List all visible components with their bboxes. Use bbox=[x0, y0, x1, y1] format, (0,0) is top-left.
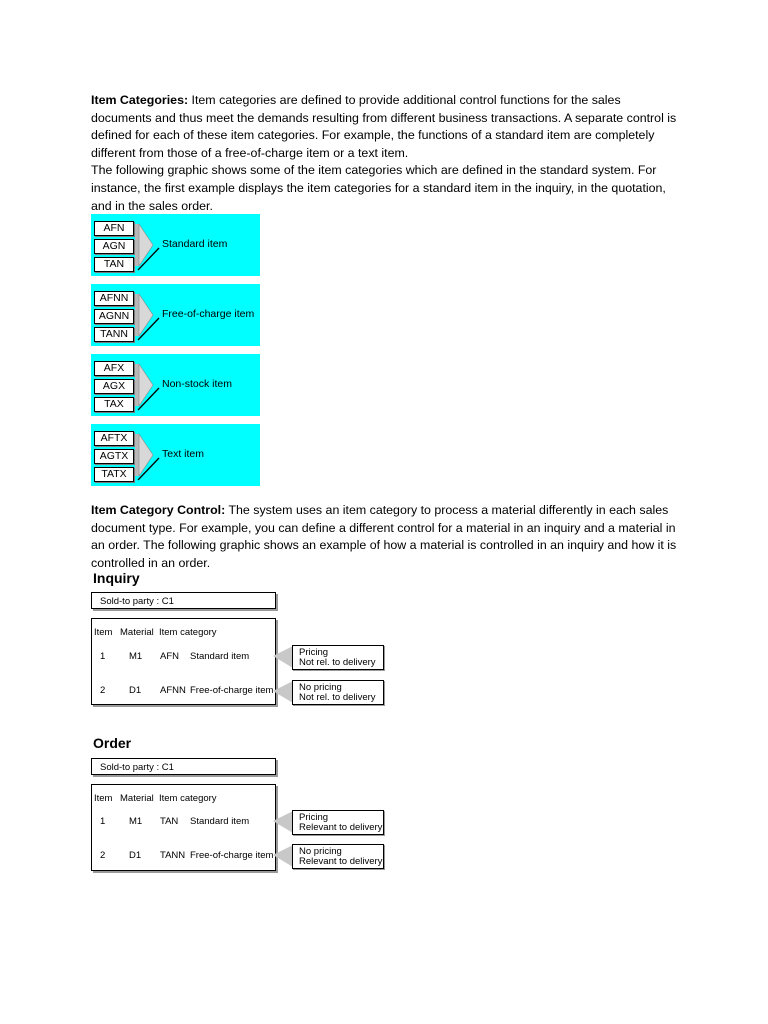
table-row-item: 2 bbox=[100, 850, 106, 861]
code-box: TANN bbox=[94, 327, 134, 342]
order-sold-to-party: Sold-to party : C1 bbox=[91, 758, 276, 775]
control-lead: Item Category Control: bbox=[91, 503, 226, 517]
header-item-category: Item category bbox=[159, 627, 217, 638]
category-panel-text bbox=[91, 424, 260, 486]
category-label: Non-stock item bbox=[162, 378, 233, 390]
code-box: AFX bbox=[94, 361, 134, 376]
table-row-item: 2 bbox=[100, 685, 106, 696]
table-row-desc: Free-of-charge item bbox=[190, 685, 274, 696]
bracket-arrow-icon bbox=[135, 218, 165, 272]
intro-paragraph bbox=[91, 92, 683, 215]
header-item-category: Item category bbox=[159, 793, 217, 804]
control-paragraph bbox=[91, 502, 683, 572]
table-row-desc: Standard item bbox=[190, 816, 250, 827]
bracket-arrow-icon bbox=[135, 428, 165, 482]
code-box: AGTX bbox=[94, 449, 134, 464]
bracket-arrow-icon bbox=[135, 358, 165, 412]
table-row-item: 1 bbox=[100, 651, 106, 662]
code-box: TAX bbox=[94, 397, 134, 412]
table-row-code: AFNN bbox=[160, 685, 186, 696]
category-label: Standard item bbox=[162, 238, 228, 250]
order-items-table bbox=[91, 784, 276, 871]
table-row-code: TANN bbox=[160, 850, 186, 861]
note-line: Not rel. to delivery bbox=[299, 692, 376, 703]
note-line: No pricing bbox=[299, 846, 342, 857]
order-title: Order bbox=[93, 735, 132, 751]
inquiry-note-1 bbox=[292, 645, 384, 670]
inquiry-sold-to-party: Sold-to party : C1 bbox=[91, 592, 276, 609]
order-note-1 bbox=[292, 810, 384, 835]
table-row-code: TAN bbox=[160, 816, 179, 827]
bracket-arrow-icon bbox=[135, 288, 165, 342]
inquiry-items-table bbox=[91, 618, 276, 705]
table-row-material: M1 bbox=[129, 651, 143, 662]
category-panel-free-of-charge bbox=[91, 284, 260, 346]
table-row-code: AFN bbox=[160, 651, 179, 662]
inquiry-note-2 bbox=[292, 680, 384, 705]
intro-text-1: Item categories are defined to provide additional control functions for the sales documents and thus meet the demands resulting from different business transactions. A separate control is defined for each of these item categories. For example, the functions of a standard item are completely different from those of a free-of-charge item or a text item. bbox=[91, 93, 677, 160]
category-panel-non-stock bbox=[91, 354, 260, 416]
intro-lead: Item Categories: bbox=[91, 93, 189, 107]
code-box: AGN bbox=[94, 239, 134, 254]
note-line: Pricing bbox=[299, 812, 329, 823]
table-row-material: D1 bbox=[129, 685, 142, 696]
code-box: TATX bbox=[94, 467, 134, 482]
table-row-material: D1 bbox=[129, 850, 142, 861]
table-row-material: M1 bbox=[129, 816, 143, 827]
category-label: Text item bbox=[162, 448, 205, 460]
table-row-desc: Standard item bbox=[190, 651, 250, 662]
code-box: TAN bbox=[94, 257, 134, 272]
header-material: Material bbox=[120, 793, 154, 804]
intro-text-2: The following graphic shows some of the item categories which are defined in the standard system. For instance, the first example displays the item categories for a standard item in the inquiry, in the quotation, and in the sales order. bbox=[91, 163, 666, 213]
control-text: The system uses an item category to process a material differently in each sales document type. For example, you can define a different control for a material in an inquiry and a material in an order. The following graphic shows an example of how a material is controlled in an inquiry and how it is controlled in an order. bbox=[91, 503, 677, 570]
category-label: Free-of-charge item bbox=[162, 308, 255, 320]
code-box: AGNN bbox=[94, 309, 134, 324]
code-box: AFN bbox=[94, 221, 134, 236]
table-row-desc: Free-of-charge item bbox=[190, 850, 274, 861]
order-note-2 bbox=[292, 844, 384, 869]
note-line: Relevant to delivery bbox=[299, 856, 383, 867]
header-item: Item bbox=[94, 627, 113, 638]
header-item: Item bbox=[94, 793, 113, 804]
note-line: Not rel. to delivery bbox=[299, 657, 376, 668]
code-box: AFNN bbox=[94, 291, 134, 306]
note-line: No pricing bbox=[299, 682, 342, 693]
category-panel-standard bbox=[91, 214, 260, 276]
table-row-item: 1 bbox=[100, 816, 106, 827]
header-material: Material bbox=[120, 627, 154, 638]
code-box: AFTX bbox=[94, 431, 134, 446]
code-box: AGX bbox=[94, 379, 134, 394]
note-line: Pricing bbox=[299, 647, 329, 658]
inquiry-title: Inquiry bbox=[93, 570, 140, 586]
note-line: Relevant to delivery bbox=[299, 822, 383, 833]
